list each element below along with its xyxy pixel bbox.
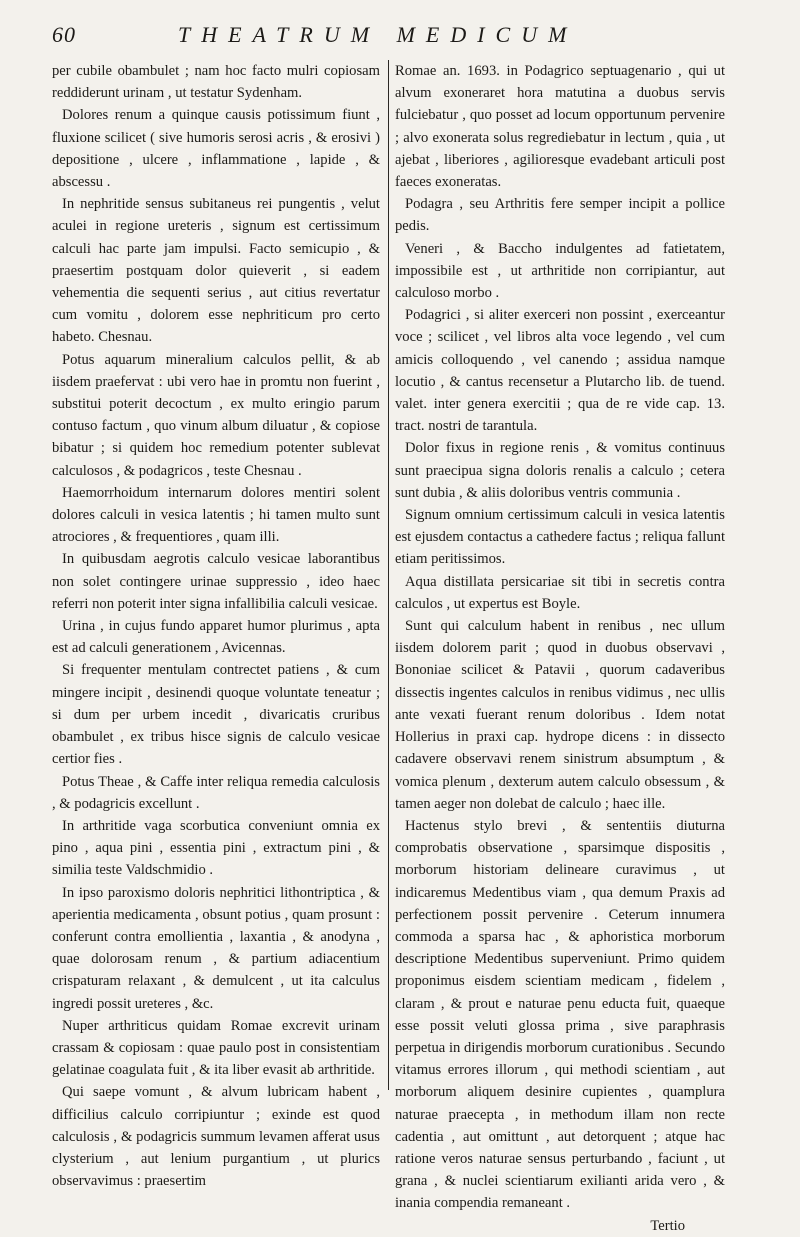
paragraph: Qui saepe vomunt , & alvum lubricam habent , difficilius calculo corripiuntur ; exinde est quod calculosis , & podagricis summum levamen afferat usus clysterium , aut lenium purgantium , ut plurics observavimus : praesertim [52, 1084, 380, 1190]
paragraph: Romae an. 1693. in Podagrico septuagenario , qui ut alvum exoneraret hora matutina a duobus servis fulciebatur , quo posset ad locum opportunum pervenire ; alvo exonerata solus regrediebatur in lectum , quia , ut ajebat , liberiores , agilioresque evadebant articuli post faeces exoneratas. [395, 63, 725, 191]
left-column [52, 60, 380, 1190]
paragraph: Podagra , seu Arthritis fere semper incipit a pollice pedis. [395, 196, 725, 235]
paragraph: Haemorrhoidum internarum dolores mentiri solent dolores calculi in vesica latentis ; hi tamen multo sunt atrociores , & frequentiores , quam illi. [52, 484, 380, 546]
paragraph: In arthritide vaga scorbutica conveniunt omnia ex pino , aqua pini , essentia pini , extractum pini , & similia teste Valdschmidio . [52, 817, 380, 879]
paragraph: Urina , in cujus fundo apparet humor plurimus , apta est ad calculi generationem , Avicennas. [52, 618, 380, 657]
paragraph: Podagrici , si aliter exerceri non possint , exerceantur voce ; scilicet , vel libros alta voce legendo , vel cum amicis colloquendo , vel canendo ; assidua namque locutio , & cantus recensetur a Plutarcho lib. de tuend. valet. inter genera exercitii ; qua de re vide cap. 13. tract. nostri de tarantula. [395, 307, 725, 435]
running-title: THEATRUM MEDICUM [178, 22, 578, 47]
paragraph: Sunt qui calculum habent in renibus , nec ullum iisdem dolorem parit ; quod in duobus observavi , Bononiae scilicet & Patavii , quorum cadaveribus dissectis ingentes calculos in renibus vidimus , nec ullis ante vexati fuerant renum doloribus . Idem notat Hollerius in praxi cap. hydrope dicens : in dissecto cadavere observavi renem sinistrum absumptum , & vomica plenum , dexterum autem calculo obsessum , & tamen aeger non dolebat de calculo ; haec ille. [395, 618, 725, 812]
catchword: Tertio [650, 1217, 685, 1234]
paragraph: In ipso paroxismo doloris nephritici lithontriptica , & aperientia medicamenta , obsunt potius , quam prosunt : conferunt contra emollientia , laxantia , & anodyna , quae dolorosam renum , & partium adiacentium crispaturam relaxant , & demulcent , ut ita calculus ingredi possit ureteres , &c. [52, 884, 380, 1012]
paragraph: Signum omnium certissimum calculi in vesica latentis est ejusdem contactus a cathedere factus ; reliqua fallunt etiam peritissimos. [395, 507, 725, 568]
paragraph: In quibusdam aegrotis calculo vesicae laborantibus non solet contingere urinae suppressio , ideo haec referri non poterit inter signa infallibilia calculi vesicae. [52, 551, 380, 612]
right-column [395, 60, 725, 1234]
column-divider [388, 60, 389, 1090]
paragraph: Veneri , & Baccho indulgentes ad fatietatem, impossibile est , ut arthritide non corripiantur, aut calculoso morbo . [395, 240, 725, 302]
page-header [52, 8, 772, 58]
paragraph: Aqua distillata persicariae sit tibi in secretis contra calculos , ut expertus est Boyle. [395, 573, 725, 612]
paragraph: per cubile obambulet ; nam hoc facto mulri copiosam reddiderunt urinam , ut testatur Sydenham. [52, 63, 380, 102]
paragraph: Dolor fixus in regione renis , & vomitus continuus sunt praecipua signa doloris renalis a calculo ; cetera sunt dubia , & aliis doloribus ventris communia . [395, 440, 725, 501]
paragraph: Potus aquarum mineralium calculos pellit, & ab iisdem praefervat : ubi vero hae in promtu non fuerint , substitui poterit decoctum , ex multo eringio parum contuso factum , quo vinum album diluatur , & copiose bibatur ; si quidem hoc remedium potenter sublevat calculosos , & podagricos , teste Chesnau . [52, 351, 380, 479]
paragraph: Potus Theae , & Caffe inter reliqua remedia calculosis , & podagricis excellunt . [52, 773, 380, 812]
paragraph: Nuper arthriticus quidam Romae excrevit urinam crassam & copiosam : quae paulo post in consistentiam gelatinae coagulata fuit , & ita liber evasit ab arthritide. [52, 1017, 380, 1079]
paragraph: In nephritide sensus subitaneus rei pungentis , velut aculei in regione ureteris , signum est certissimum calculi hac parte jam impulsi. Facto semicupio , & praesertim postquam dolor quieverit , si eadem vehementia die sequenti serius , aut citius revertatur cum vomitu , dolorem esse nephriticum pro certo habeto. Chesnau. [52, 196, 380, 346]
paragraph: Dolores renum a quinque causis potissimum fiunt , fluxione scilicet ( sive humoris serosi acris , & erosivi ) depositione , ulcere , inflammatione , lapide , & abscessu . [52, 107, 380, 191]
paragraph: Hactenus stylo brevi , & sententiis diuturna comprobatis observatione , sparsimque dispositis , morborum historiam delineare curavimus , ut indicaremus Medentibus viam , qua demum Praxis ad perfectionem possit pervenire . Ceterum innumera commoda a sparsa hac , & aphoristica morborum descriptione Medentibus superveniunt. Primo quidem proponimus eisdem scientiam medicam , fidelem , claram , & prout e naturae penu educta fuit, quaeque esse possit veluti glossa prima , sive paraphrasis perpetua in dirigendis morborum curationibus . Secundo vitamus errores illorum , qui methodi scientiam , aut morborum aliquem desinire cupientes , quamplura naturae praecepta , in methodum illam non recte cadentia , aut omittunt , aut detorquent ; atque hac ratione veros naturae sensus perturbando , faciunt , ut grana , & nuclei scientiarum exilianti arida vero , & inania compendia remaneant . [395, 817, 725, 1212]
page-number: 60 [52, 22, 76, 47]
paragraph: Si frequenter mentulam contrectet patiens , & cum mingere incipit , desinendi quoque voluntate teneatur ; si dum per urbem incedit , divaricatis cruribus obambulet , ex tribus hisce signis de calculo vesicae certior fies . [52, 662, 380, 768]
